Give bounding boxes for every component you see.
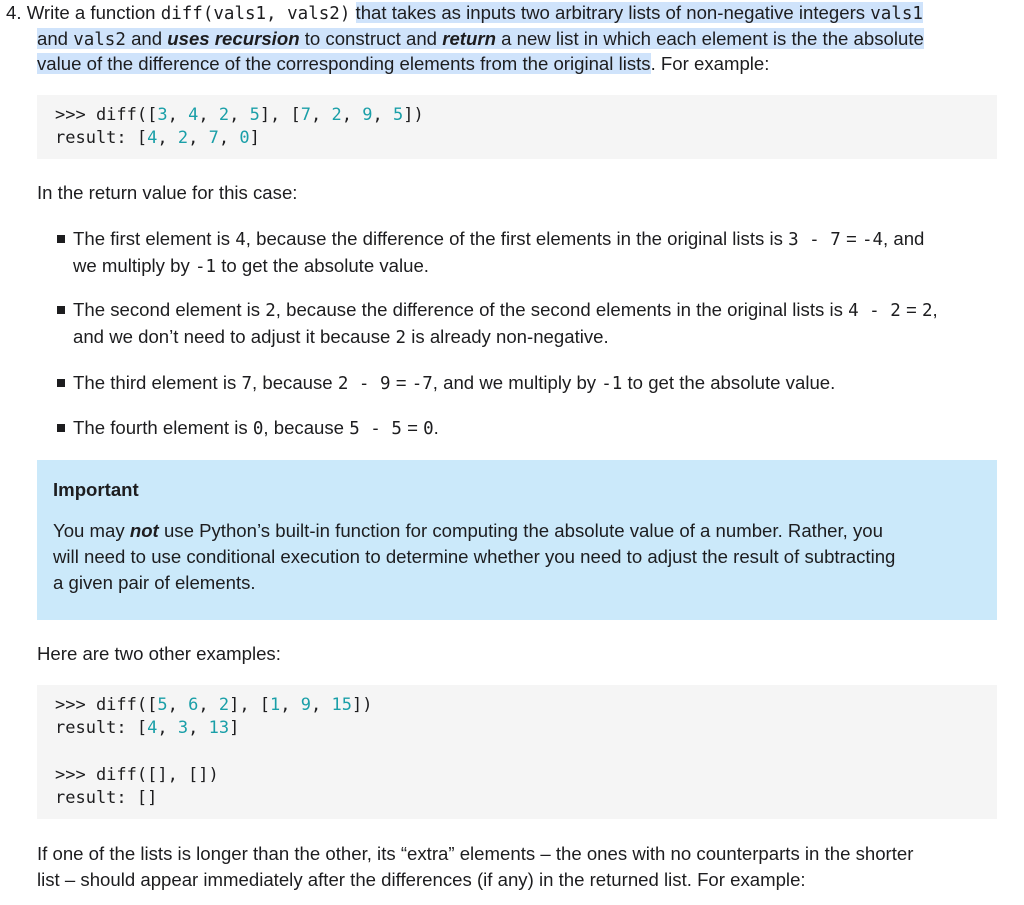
inline-code: 7 (241, 374, 253, 394)
extra-elements-paragraph (37, 841, 997, 893)
vals2-code: vals2 (73, 29, 126, 50)
code-number: 5 (392, 105, 404, 125)
code-number: 6 (188, 695, 199, 715)
code-text: ], [ (229, 695, 271, 715)
list-text: = (395, 372, 407, 393)
list-item-line (73, 324, 997, 351)
code-number: 5 (249, 105, 260, 125)
list-item-line (73, 297, 997, 324)
list-text: , because the difference of the second elements in the original lists is (275, 299, 843, 320)
list-text: = (407, 417, 418, 438)
list-text: The first element is (73, 228, 231, 249)
list-text: , and (883, 228, 925, 249)
list-item-line (73, 370, 997, 397)
highlight-segment: that takes as inputs two arbitrary lists of non-negative integers (355, 2, 866, 23)
code-line (55, 127, 997, 150)
list-item (57, 370, 997, 397)
list-text: to get the absolute value. (221, 255, 429, 276)
inline-code: 2 (395, 328, 407, 348)
code-example-2 (37, 685, 997, 819)
code-line (55, 717, 997, 740)
code-text: >>> diff([ (55, 695, 158, 715)
question-tail: . For example: (650, 53, 770, 74)
code-text: ]) (403, 105, 424, 125)
code-number: 4 (147, 718, 158, 738)
code-number: 4 (188, 105, 199, 125)
code-text: ] (249, 128, 260, 148)
inline-code: -1 (194, 257, 217, 277)
code-number: 9 (300, 695, 312, 715)
bullet-marker (57, 235, 65, 243)
list-text: = (845, 228, 857, 249)
list-item (57, 297, 997, 351)
code-text: , (188, 718, 209, 738)
inline-code: 5 - 5 (349, 419, 402, 439)
question-line-1 (6, 0, 1006, 26)
code-number: 2 (331, 105, 342, 125)
highlight-segment: and (37, 27, 69, 49)
code-text: ]) (351, 695, 373, 715)
not-emphasis: not (129, 520, 159, 541)
callout-line: a given pair of elements. (53, 572, 256, 593)
code-line-spacer (55, 740, 997, 764)
code-line: result: [] (55, 788, 158, 808)
code-number: 7 (208, 128, 219, 148)
code-text: ] (229, 718, 240, 738)
callout-text: use Python’s built-in function for computing the absolute value of a number. Rather, you (163, 520, 883, 541)
code-number: 2 (177, 128, 189, 148)
code-text: , (157, 718, 178, 738)
list-item-line (73, 415, 997, 442)
list-text: we multiply by (73, 255, 190, 276)
inline-code: 2 (265, 301, 276, 321)
code-text: , (341, 105, 363, 125)
list-text: and we don’t need to adjust it because (73, 326, 391, 347)
highlighted-text (356, 2, 923, 23)
question-paragraph (6, 0, 1006, 77)
code-text: , (229, 105, 250, 125)
list-item-line (73, 226, 997, 253)
callout-line: will need to use conditional execution to determine whether you need to adjust the result of subtracting (53, 546, 896, 567)
question-number: 4. (6, 2, 22, 23)
callout-body (53, 518, 981, 596)
highlighted-text: value of the difference of the corresponding elements from the original lists (37, 53, 651, 74)
code-number: 3 (177, 718, 189, 738)
code-number: 9 (362, 105, 373, 125)
highlight-segment: and (131, 27, 163, 49)
inline-code: 0 (423, 419, 434, 439)
list-text: , because the difference of the first elements in the original lists is (245, 228, 783, 249)
question-line-2 (6, 26, 1006, 52)
list-text: is already non-negative. (411, 326, 609, 347)
callout-text: You may (53, 520, 125, 541)
bullet-marker (57, 424, 65, 432)
code-text: , (198, 105, 219, 125)
return-value-intro: In the return value for this case: (37, 182, 298, 203)
list-text: The second element is (73, 299, 261, 320)
code-number: 1 (270, 695, 281, 715)
inline-code: 0 (252, 419, 264, 439)
inline-code: 2 (921, 301, 933, 321)
code-text: result: [ (55, 128, 148, 148)
list-text: The fourth element is (73, 417, 248, 438)
list-text: , because (252, 372, 333, 393)
bullet-marker (57, 306, 65, 314)
code-number: 13 (208, 718, 230, 738)
question-lead: Write a function (26, 2, 156, 23)
code-number: 2 (218, 105, 230, 125)
code-text: , (188, 128, 209, 148)
code-number: 4 (147, 128, 158, 148)
list-item (57, 226, 997, 280)
list-item (57, 415, 997, 442)
list-text: = (905, 299, 917, 320)
code-line: >>> diff([], []) (55, 765, 219, 785)
paragraph-line: If one of the lists is longer than the other, its “extra” elements – the ones with no counterparts in the shorter (37, 843, 914, 864)
inline-code: 4 (235, 230, 246, 250)
callout-line (53, 518, 981, 544)
inline-code: -4 (861, 230, 884, 250)
list-text: , and we multiply by (432, 372, 597, 393)
inline-code: -1 (601, 374, 623, 394)
highlight-segment: to construct and (304, 27, 438, 49)
uses-recursion-emphasis: uses recursion (167, 27, 300, 49)
code-text: >>> diff([ (55, 105, 158, 125)
code-text: , (157, 128, 178, 148)
code-text: , (311, 695, 332, 715)
code-line (55, 104, 997, 127)
bullet-marker (57, 379, 65, 387)
inline-code: 4 - 2 (848, 301, 901, 321)
highlight-segment: a new list in which each element is the the absolute (501, 27, 924, 49)
code-example-1 (37, 95, 997, 159)
code-text: , (311, 105, 332, 125)
inline-code: 3 - 7 (788, 230, 841, 250)
other-examples-intro: Here are two other examples: (37, 643, 281, 664)
highlighted-text (37, 28, 924, 49)
code-text: result: [ (55, 718, 148, 738)
important-callout (37, 460, 997, 620)
code-number: 2 (218, 695, 230, 715)
function-signature: diff(vals1, vals2) (160, 4, 351, 24)
list-text: to get the absolute value. (627, 372, 836, 393)
vals1-code: vals1 (870, 4, 923, 24)
list-text: . (433, 417, 439, 438)
code-text: , (167, 695, 189, 715)
list-text: The third element is (73, 372, 237, 393)
code-number: 0 (239, 128, 250, 148)
return-emphasis: return (442, 27, 496, 49)
list-text: , (932, 299, 938, 320)
code-text: , (167, 105, 189, 125)
code-text: , (218, 128, 240, 148)
list-item-line (73, 253, 997, 280)
question-line-3 (6, 51, 1006, 77)
code-number: 5 (157, 695, 168, 715)
callout-title: Important (53, 479, 139, 500)
paragraph-line: list – should appear immediately after the differences (if any) in the returned list. For example: (37, 869, 806, 890)
code-number: 15 (331, 695, 352, 715)
inline-code: -7 (411, 374, 433, 394)
code-number: 3 (157, 105, 168, 125)
code-line (55, 694, 997, 717)
list-text: , because (263, 417, 345, 438)
code-text: , (198, 695, 219, 715)
code-number: 7 (300, 105, 312, 125)
code-text: , (280, 695, 301, 715)
code-text: , (372, 105, 393, 125)
inline-code: 2 - 9 (337, 374, 391, 394)
code-text: ], [ (259, 105, 301, 125)
